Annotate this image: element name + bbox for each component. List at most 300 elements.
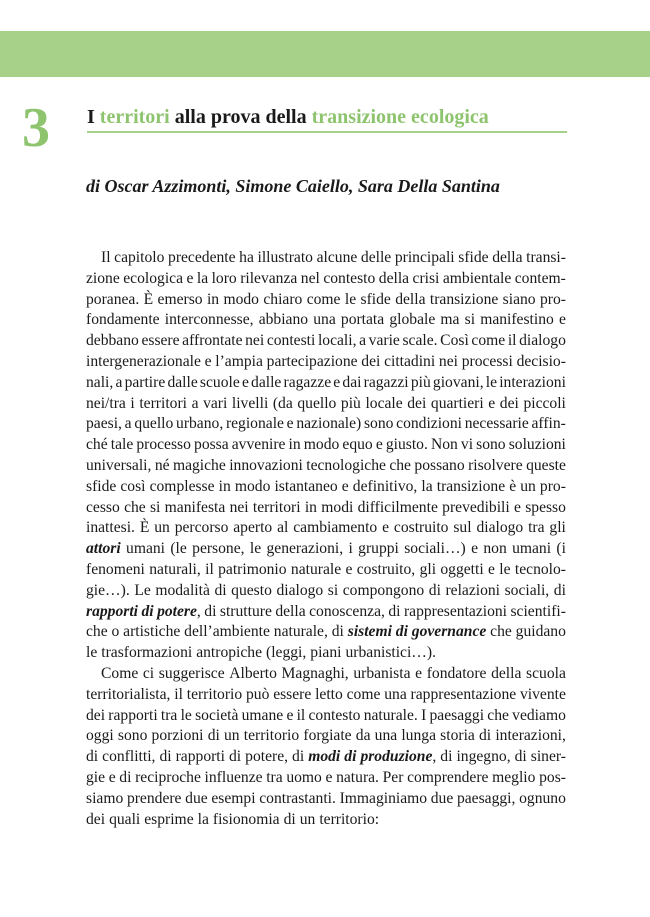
word: gruppi bbox=[358, 540, 399, 558]
word: costruito bbox=[393, 519, 449, 537]
word: che bbox=[124, 498, 146, 516]
chapter-title-part: I bbox=[87, 106, 100, 128]
word: ambientale bbox=[442, 269, 512, 287]
word: il bbox=[205, 560, 214, 578]
word: affrontate bbox=[182, 332, 243, 350]
word: prendere bbox=[126, 789, 182, 807]
word: patrimonio bbox=[218, 560, 287, 578]
word: gli bbox=[549, 519, 566, 537]
chapter-title bbox=[87, 106, 489, 129]
word: siamo bbox=[86, 789, 124, 807]
word: portata bbox=[340, 311, 385, 329]
word: di bbox=[479, 727, 492, 745]
word: aperto bbox=[233, 519, 273, 537]
word: della bbox=[492, 249, 523, 266]
word: loro bbox=[211, 269, 237, 287]
word: di bbox=[553, 581, 566, 599]
word: le bbox=[485, 373, 498, 391]
word: e bbox=[415, 664, 423, 682]
word: spesso bbox=[525, 498, 566, 516]
word: e bbox=[345, 560, 353, 578]
word: sfide bbox=[86, 477, 117, 495]
word: contesto bbox=[323, 269, 376, 287]
word: fondamente bbox=[86, 311, 160, 329]
word: territorio bbox=[243, 727, 300, 745]
word: della bbox=[275, 602, 306, 620]
chapter-title-part: alla prova della bbox=[169, 106, 312, 128]
word: della bbox=[378, 269, 410, 287]
word: si bbox=[464, 311, 476, 329]
word: uomo bbox=[286, 768, 322, 786]
word: inattesi. bbox=[86, 519, 135, 537]
word: emerso bbox=[157, 290, 203, 308]
word: (le bbox=[170, 540, 187, 558]
word: e bbox=[286, 415, 294, 433]
keyword: produzione bbox=[360, 748, 433, 766]
word: sfide bbox=[458, 249, 489, 266]
word: avvenire bbox=[231, 436, 286, 454]
chapter-title-highlight: territori bbox=[99, 106, 170, 128]
word: Così bbox=[440, 332, 469, 350]
word: partecipazione bbox=[266, 352, 358, 370]
word: giusto. bbox=[385, 436, 428, 454]
word: dalle bbox=[167, 373, 198, 391]
word: ma bbox=[440, 311, 460, 329]
word: rilevanza bbox=[240, 269, 298, 287]
word: ecologica bbox=[123, 269, 183, 287]
word: rapporti bbox=[108, 706, 158, 724]
word: di bbox=[331, 623, 344, 641]
word: a bbox=[359, 332, 367, 350]
word: soluzioni bbox=[508, 436, 566, 454]
word: relazioni bbox=[445, 581, 501, 599]
word: e bbox=[186, 269, 194, 287]
word: sfide bbox=[360, 290, 391, 308]
keyword: sistemi bbox=[347, 623, 392, 641]
word: le bbox=[249, 540, 262, 558]
word: in bbox=[218, 477, 231, 495]
word: un bbox=[520, 477, 536, 495]
word: livelli bbox=[231, 394, 269, 412]
word: complesse bbox=[149, 477, 215, 495]
word: delle bbox=[360, 249, 392, 266]
word: necessarie bbox=[464, 415, 529, 433]
word: una bbox=[374, 727, 398, 745]
word: più bbox=[410, 373, 431, 391]
word: contesto bbox=[308, 706, 361, 724]
word: storia bbox=[440, 727, 475, 745]
word: di bbox=[119, 768, 132, 786]
word: dialogo bbox=[476, 519, 524, 537]
word: possa bbox=[194, 436, 229, 454]
word: tecnologiche bbox=[306, 456, 386, 474]
word: alcune bbox=[316, 249, 358, 266]
text-line bbox=[86, 269, 566, 290]
word: (i bbox=[556, 540, 566, 558]
word: esempi bbox=[211, 789, 256, 807]
word: più bbox=[340, 394, 361, 412]
word: come bbox=[471, 332, 506, 350]
word: è bbox=[509, 477, 517, 495]
word: decisio- bbox=[516, 352, 566, 370]
word: illustrato bbox=[257, 249, 313, 266]
word: sono bbox=[363, 415, 394, 433]
word: può bbox=[245, 685, 270, 703]
word: locale bbox=[365, 394, 403, 412]
word: transizione bbox=[436, 477, 506, 495]
keyword: potere bbox=[157, 602, 197, 620]
word: meglio bbox=[492, 768, 536, 786]
word: nei bbox=[229, 498, 249, 516]
header-band bbox=[0, 31, 650, 77]
text-line bbox=[86, 518, 566, 539]
word: come bbox=[346, 685, 381, 703]
word: ché bbox=[86, 436, 108, 454]
body-text bbox=[86, 248, 566, 830]
word: che bbox=[487, 706, 509, 724]
word: al bbox=[277, 519, 289, 537]
word: e bbox=[471, 540, 478, 558]
text-line bbox=[86, 643, 566, 664]
word: interconnesse, bbox=[164, 311, 254, 329]
word: che bbox=[86, 623, 108, 641]
word: sono bbox=[117, 727, 148, 745]
word: È bbox=[143, 290, 154, 308]
word: dai bbox=[342, 373, 362, 391]
word-group bbox=[157, 602, 201, 623]
word: scuola bbox=[526, 664, 566, 682]
word: e bbox=[333, 373, 341, 391]
word: i bbox=[130, 394, 135, 412]
word: conflitti, bbox=[102, 748, 156, 766]
word: siner- bbox=[530, 748, 566, 766]
word: conoscenza, bbox=[309, 602, 385, 620]
word: tra bbox=[528, 519, 545, 537]
word: Non bbox=[430, 436, 458, 454]
text-line bbox=[86, 290, 566, 311]
word: non bbox=[483, 540, 507, 558]
keyword: governance bbox=[411, 623, 487, 641]
text-line bbox=[86, 248, 566, 269]
word: vivente bbox=[520, 685, 566, 703]
word: (da bbox=[272, 394, 293, 412]
word: globale bbox=[389, 311, 436, 329]
text-line bbox=[86, 560, 566, 581]
word: rappresentazioni bbox=[403, 602, 508, 620]
word: magiche bbox=[172, 456, 226, 474]
word: nei bbox=[245, 332, 265, 350]
word: ragazzi bbox=[363, 373, 409, 391]
word: una bbox=[384, 685, 407, 703]
word: Alberto bbox=[229, 664, 277, 682]
word: reciproche bbox=[135, 768, 201, 786]
word: modalità bbox=[155, 581, 210, 599]
word: guidano bbox=[515, 623, 566, 641]
word: territorialista, bbox=[86, 685, 171, 703]
word: modo bbox=[223, 290, 259, 308]
text-line bbox=[86, 768, 566, 789]
text-line bbox=[86, 706, 566, 727]
word: sociali…) bbox=[404, 540, 466, 558]
word: quello bbox=[297, 394, 337, 412]
word: le bbox=[344, 290, 357, 308]
text-line bbox=[86, 581, 566, 602]
word: il bbox=[296, 706, 306, 724]
word: dei bbox=[86, 810, 106, 828]
word: e bbox=[241, 373, 249, 391]
word: sono bbox=[476, 436, 506, 454]
word: paesaggi, bbox=[456, 789, 516, 807]
word: territori bbox=[139, 394, 187, 412]
word: dalle bbox=[251, 373, 282, 391]
word: (leggi, bbox=[266, 644, 307, 662]
word: nali, bbox=[86, 373, 114, 391]
word: urbanista bbox=[353, 664, 411, 682]
word: essere bbox=[273, 685, 312, 703]
text-line bbox=[86, 789, 566, 810]
word: un bbox=[154, 519, 170, 537]
text-line bbox=[86, 747, 566, 768]
word: a bbox=[191, 394, 199, 412]
text-line bbox=[86, 539, 566, 560]
word: società bbox=[195, 706, 239, 724]
chapter-authors: di Oscar Azzimonti, Simone Caiello, Sara Della Santina bbox=[86, 176, 500, 196]
word: Come bbox=[101, 664, 139, 682]
word: territorio: bbox=[319, 810, 380, 828]
word: manifestino bbox=[480, 311, 554, 329]
word: definitivo, bbox=[352, 477, 418, 495]
word: antropiche bbox=[196, 644, 263, 662]
word: di bbox=[229, 748, 242, 766]
word: e bbox=[382, 519, 390, 537]
word: paesaggi bbox=[429, 706, 485, 724]
text-line bbox=[86, 664, 566, 685]
word: e bbox=[488, 394, 496, 412]
word: un bbox=[299, 810, 316, 828]
word: due bbox=[185, 789, 208, 807]
word: che bbox=[490, 623, 512, 641]
text-line bbox=[86, 726, 566, 747]
word: porzioni bbox=[151, 727, 204, 745]
word: trasformazioni bbox=[101, 644, 193, 662]
word: queste bbox=[526, 456, 566, 474]
word: essere bbox=[141, 332, 180, 350]
word: equo bbox=[342, 436, 373, 454]
word: potere, bbox=[245, 748, 289, 766]
word: persone, bbox=[192, 540, 245, 558]
word: la bbox=[197, 810, 209, 828]
word: esprime bbox=[144, 810, 194, 828]
word: l’ampia bbox=[215, 352, 263, 370]
word: a bbox=[115, 373, 123, 391]
word: naturali, bbox=[149, 560, 201, 578]
word: di bbox=[283, 810, 296, 828]
word: di bbox=[292, 748, 305, 766]
word: forgiate bbox=[303, 727, 352, 745]
word: debbano bbox=[86, 332, 139, 350]
word: e bbox=[341, 477, 349, 495]
word: come bbox=[306, 290, 341, 308]
word: transizione bbox=[429, 290, 499, 308]
word: e bbox=[286, 706, 294, 724]
word: i bbox=[348, 540, 353, 558]
word: compongono bbox=[342, 581, 425, 599]
word: zione bbox=[86, 269, 120, 287]
word: rapporti bbox=[175, 748, 225, 766]
text-line bbox=[86, 622, 566, 643]
word: fisionomia bbox=[212, 810, 280, 828]
word: le bbox=[499, 560, 511, 578]
word: rappresentazione bbox=[410, 685, 517, 703]
word: vi bbox=[460, 436, 474, 454]
word: nel bbox=[300, 269, 320, 287]
word: dialogo bbox=[519, 332, 566, 350]
word: Magnaghi, bbox=[281, 664, 349, 682]
word: a bbox=[124, 415, 132, 433]
word: urbano, bbox=[176, 415, 224, 433]
word: I bbox=[421, 706, 427, 724]
word: la bbox=[421, 477, 433, 495]
word: pro- bbox=[539, 477, 566, 495]
word: di bbox=[514, 748, 527, 766]
word: percorso bbox=[174, 519, 229, 537]
word: nei/tra bbox=[86, 394, 126, 412]
word: giovani, bbox=[432, 373, 484, 391]
keyword: di bbox=[344, 748, 357, 766]
word: sul bbox=[453, 519, 472, 537]
word: e bbox=[375, 436, 383, 454]
text-line bbox=[86, 477, 566, 498]
word: dei bbox=[407, 394, 427, 412]
word: della bbox=[491, 664, 522, 682]
word: e bbox=[558, 311, 566, 329]
word: chiaro bbox=[263, 290, 303, 308]
word: paesi, bbox=[86, 415, 122, 433]
word: due bbox=[430, 789, 454, 807]
word: umane bbox=[241, 706, 284, 724]
word: gie…). bbox=[86, 581, 130, 599]
word: Il bbox=[101, 249, 111, 266]
word: naturale, bbox=[273, 623, 328, 641]
word: difficilmente bbox=[357, 498, 438, 516]
word: partire bbox=[124, 373, 166, 391]
word: della bbox=[395, 290, 426, 308]
word: principali bbox=[394, 249, 455, 266]
word: umani bbox=[126, 540, 165, 558]
word: prevedibili bbox=[442, 498, 510, 516]
word: tra bbox=[160, 706, 178, 724]
word: e bbox=[325, 768, 333, 786]
word: abbiano bbox=[258, 311, 309, 329]
word: capitolo bbox=[114, 249, 165, 266]
word: né bbox=[154, 456, 170, 474]
word: di bbox=[428, 581, 441, 599]
text-line bbox=[86, 810, 566, 831]
word: pos- bbox=[539, 768, 566, 786]
word: risolvere bbox=[468, 456, 523, 474]
word: natura. bbox=[336, 768, 379, 786]
word: , bbox=[196, 602, 201, 620]
keyword: rapporti bbox=[86, 602, 138, 620]
word: transi- bbox=[526, 249, 566, 266]
keyword: di bbox=[395, 623, 408, 641]
word: di bbox=[388, 602, 401, 620]
word: naturale bbox=[290, 560, 342, 578]
word: le bbox=[86, 644, 98, 662]
text-line bbox=[86, 310, 566, 331]
word: dei bbox=[499, 394, 519, 412]
word: , bbox=[432, 748, 437, 766]
word: modo bbox=[303, 436, 340, 454]
word: territorio bbox=[186, 685, 243, 703]
word: processi bbox=[461, 352, 513, 370]
word: umani bbox=[512, 540, 552, 558]
word: in bbox=[304, 498, 317, 516]
word: interazioni, bbox=[495, 727, 566, 745]
word: cambiamento bbox=[293, 519, 378, 537]
text-line bbox=[86, 456, 566, 477]
word: oggi bbox=[86, 727, 114, 745]
title-underline bbox=[87, 131, 567, 133]
word: una bbox=[313, 311, 336, 329]
word: quello bbox=[134, 415, 174, 433]
word: il bbox=[507, 332, 517, 350]
chapter-number: 3 bbox=[22, 97, 50, 159]
word-group bbox=[360, 747, 436, 768]
word: poranea. bbox=[86, 290, 140, 308]
word: un bbox=[224, 727, 240, 745]
word: affin- bbox=[531, 415, 566, 433]
text-line bbox=[86, 685, 566, 706]
text-line bbox=[86, 498, 566, 519]
word: di bbox=[214, 581, 227, 599]
word: la bbox=[196, 269, 209, 287]
word: le bbox=[180, 706, 192, 724]
word: innovazioni bbox=[229, 456, 303, 474]
word: gie bbox=[86, 768, 106, 786]
word: lunga bbox=[401, 727, 436, 745]
word: da bbox=[355, 727, 371, 745]
word: artistiche bbox=[123, 623, 181, 641]
word: cittadini bbox=[384, 352, 436, 370]
word: tale bbox=[110, 436, 134, 454]
word: vari bbox=[203, 394, 228, 412]
text-line bbox=[86, 331, 566, 352]
text-line bbox=[86, 414, 566, 435]
word: istantaneo bbox=[274, 477, 338, 495]
word: dei bbox=[361, 352, 381, 370]
word: varie bbox=[368, 332, 400, 350]
word: piccoli bbox=[523, 394, 566, 412]
word: processo bbox=[136, 436, 191, 454]
word: di bbox=[207, 727, 220, 745]
word: di bbox=[159, 748, 172, 766]
word: Le bbox=[134, 581, 151, 599]
word: contrastanti. bbox=[259, 789, 336, 807]
word: dialogo bbox=[276, 581, 324, 599]
word: interazioni bbox=[499, 373, 566, 391]
word: si bbox=[327, 581, 339, 599]
word: È bbox=[139, 519, 150, 537]
word: quali bbox=[109, 810, 141, 828]
text-line bbox=[86, 602, 566, 623]
word: e bbox=[108, 768, 116, 786]
text-line bbox=[86, 373, 566, 394]
word: sociali, bbox=[504, 581, 550, 599]
word: strutture bbox=[219, 602, 272, 620]
word: dell’ambiente bbox=[184, 623, 270, 641]
word: e bbox=[514, 498, 521, 516]
